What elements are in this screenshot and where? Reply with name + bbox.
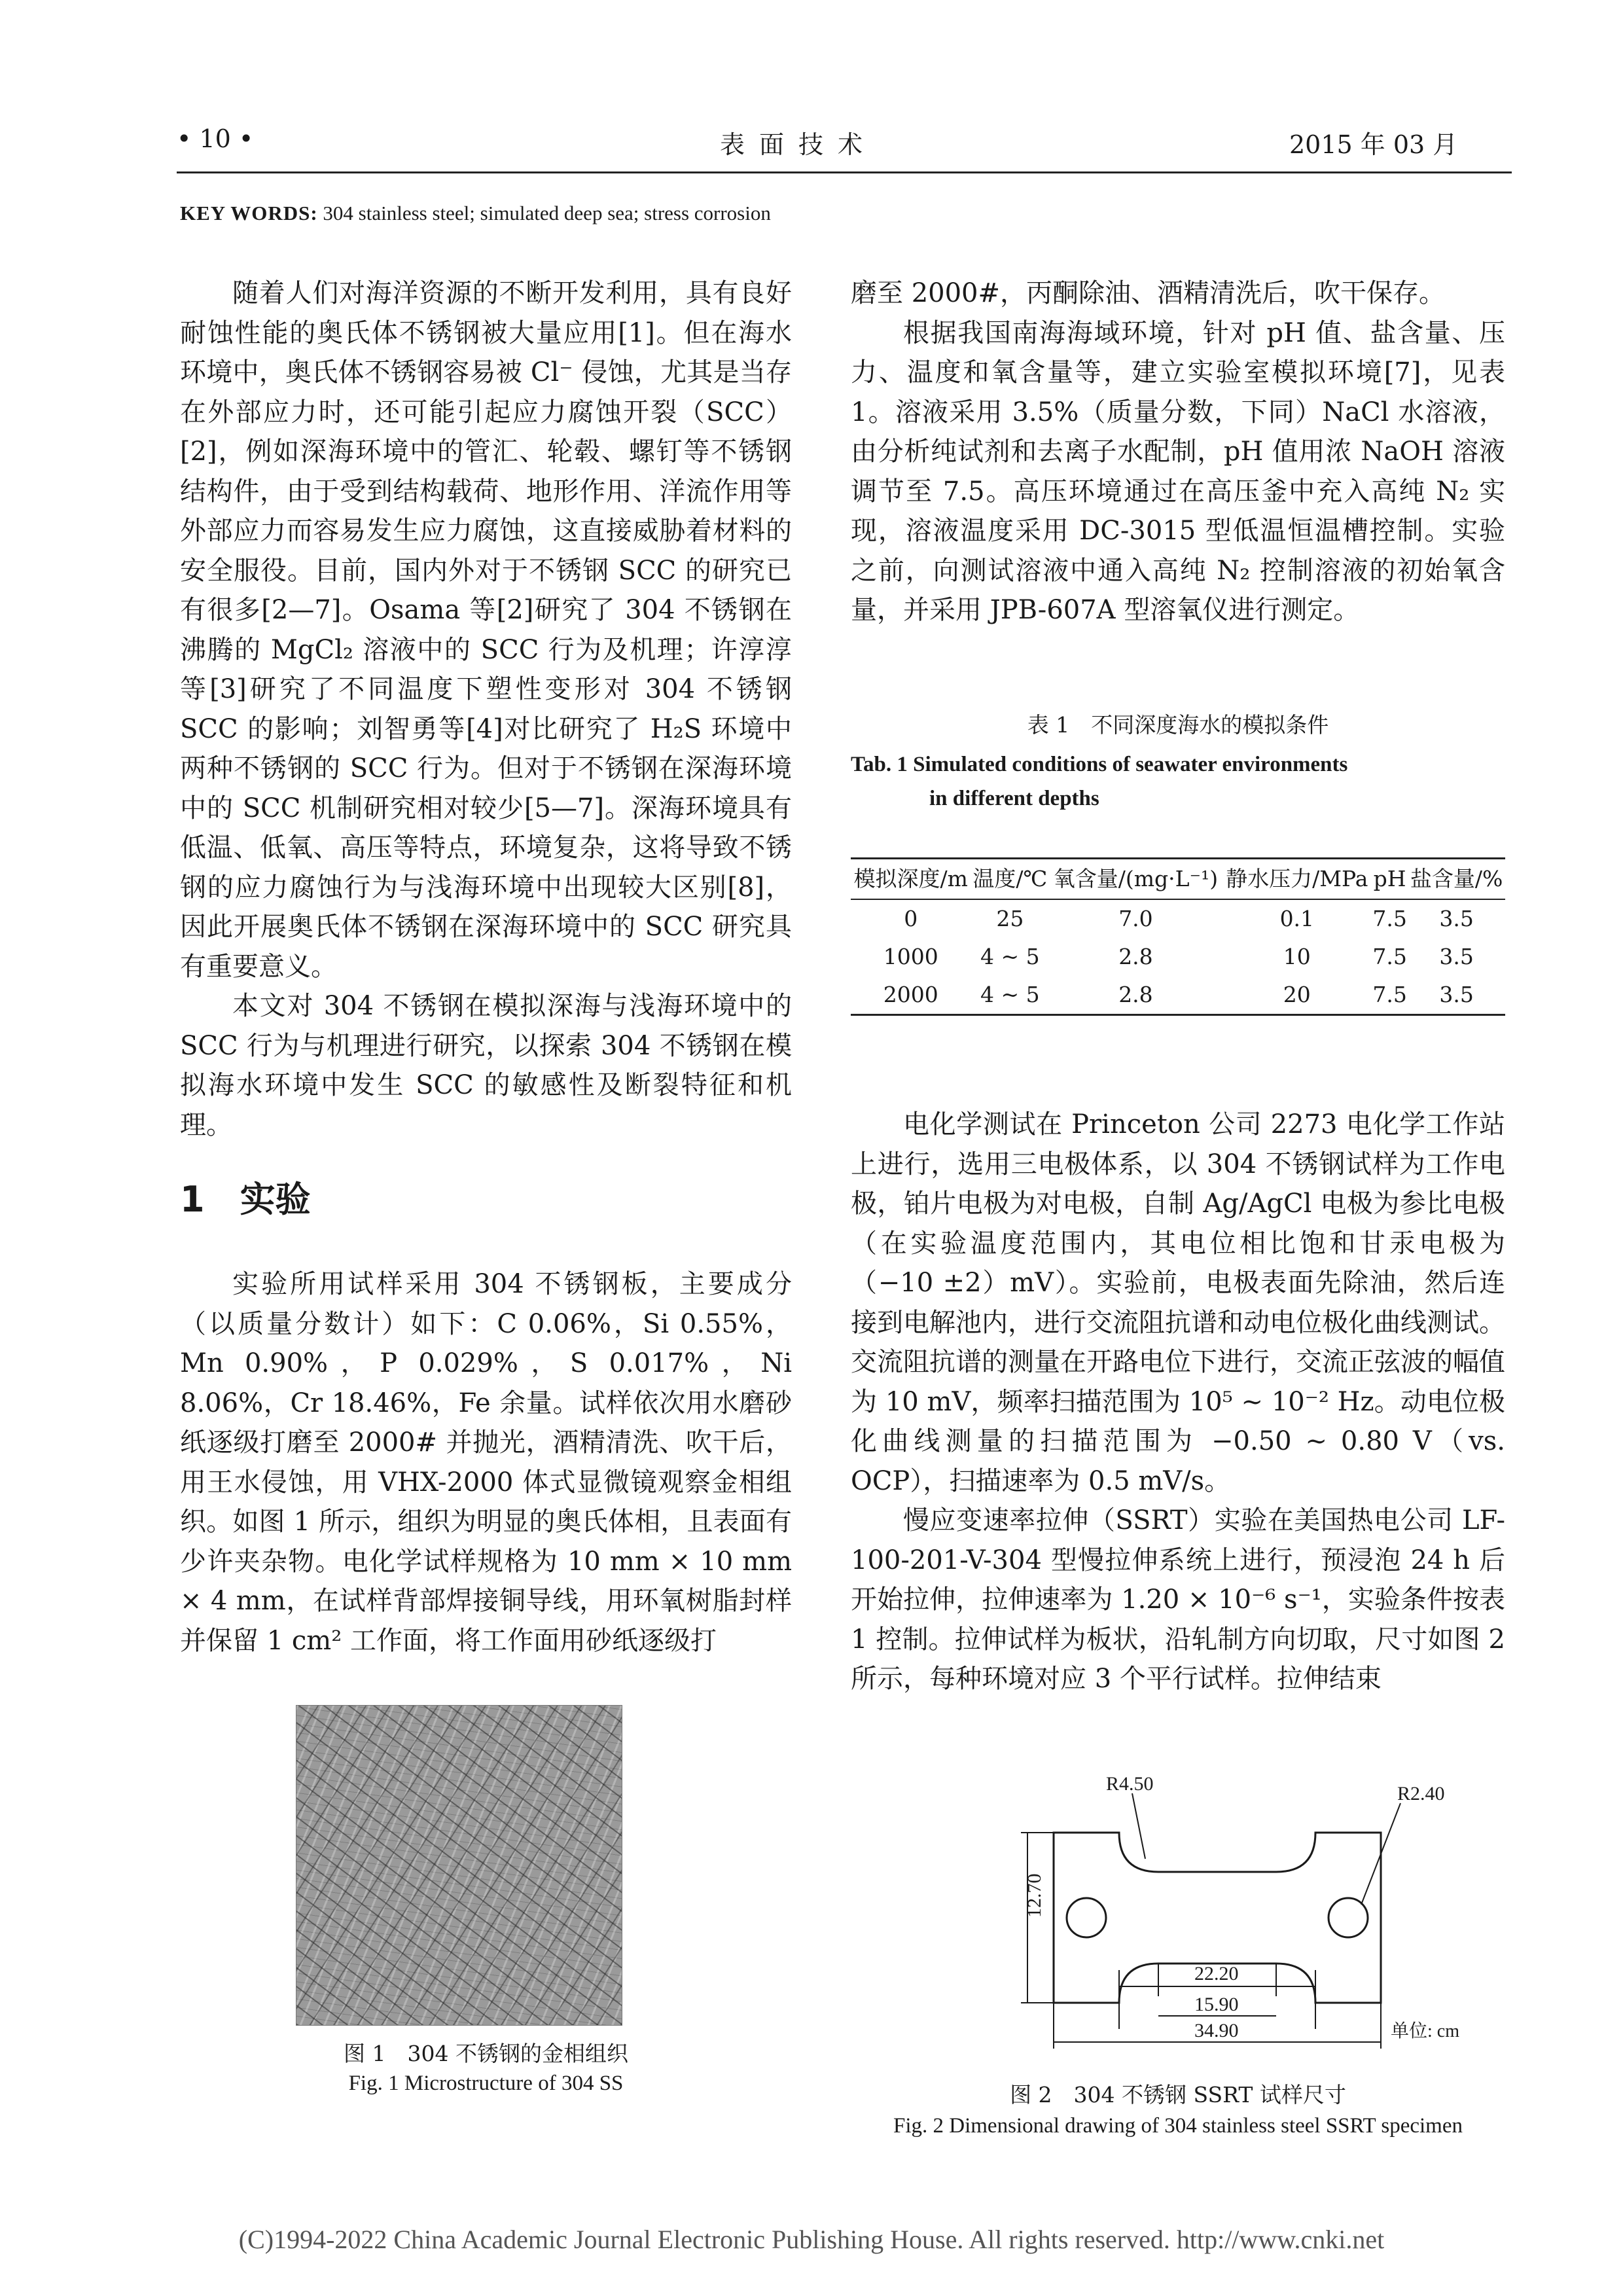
table-cell: 4 ~ 5 xyxy=(980,944,1040,969)
left-pin-hole xyxy=(1067,1898,1106,1937)
table-header-cell: pH xyxy=(1373,866,1406,891)
radius-label-2: R2.40 xyxy=(1397,1783,1445,1804)
section-title-experiment: 1 实验 xyxy=(180,1179,311,1220)
fig1-caption-en: Fig. 1 Microstructure of 304 SS xyxy=(348,2072,624,2095)
page-number: • 10 • xyxy=(177,124,254,153)
table-header-cell: 静水压力/MPa xyxy=(1226,866,1368,891)
table-row xyxy=(851,938,1505,976)
header-rule xyxy=(177,171,1512,173)
table-title-en xyxy=(851,747,1505,816)
left-column-intro xyxy=(180,274,792,1145)
keywords-text: 304 stainless steel; simulated deep sea; stress corrosion xyxy=(323,202,771,224)
continued-paragraph: 磨至 2000#，丙酮除油、酒精清洗后，吹干保存。 xyxy=(851,278,1446,308)
unit-label: 单位: cm xyxy=(1391,2021,1459,2041)
intro-paragraph-1: 随着人们对海洋资源的不断开发利用，具有良好耐蚀性能的奥氏体不锈钢被大量应用[1]。但在海水环境中，奥氏体不锈钢容易被 Cl⁻ 侵蚀，尤其是当存在外部应力时，还可能引起应力腐蚀开裂（SCC）[2]，例如深海环境中的管汇、轮毂、螺钉等不锈钢结构件，由于受到结构载荷、地形作用、洋流作用等外部应力而容易发生应力腐蚀，这直接威胁着材料的安全服役。目前，国内外对于不锈钢 SCC 的研究已有很多[2—7]。Osama 等[2]研究了 304 不锈钢在沸腾的 MgCl₂ 溶液中的 SCC 行为及机理；许淳淳等[3]研究了不同温度下塑性变形对 304 不锈钢 SCC 的影响；刘智勇等[4]对比研究了 H₂S 环境中两种不锈钢的 SCC 行为。但对于不锈钢在深海环境中的 SCC 机制研究相对较少[5—7]。深海环境具有低温、低氧、高压等特点，环境复杂，这将导致不锈钢的应力腐蚀行为与浅海环境中出现较大区别[8]，因此开展奥氏体不锈钢在深海环境中的 SCC 研究具有重要意义。 xyxy=(180,278,792,982)
table-cell: 7.5 xyxy=(1372,906,1407,931)
micrograph-image xyxy=(296,1705,622,2026)
table-cell: 3.5 xyxy=(1439,906,1474,931)
table-cell: 7.5 xyxy=(1372,982,1407,1007)
dim-label-15-90: 15.90 xyxy=(1194,1994,1239,2015)
table-cell: 7.0 xyxy=(1118,906,1153,931)
dim-label-34-90: 34.90 xyxy=(1194,2020,1239,2041)
table-header-cell: 温度/℃ xyxy=(972,866,1048,891)
keywords-label: KEY WORDS: xyxy=(180,202,318,224)
height-label: 12.70 xyxy=(1024,1873,1045,1918)
keywords-line xyxy=(180,202,771,225)
table-cell: 0.1 xyxy=(1279,906,1315,931)
journal-title: 表面技术 xyxy=(720,130,878,159)
table-row xyxy=(851,899,1505,938)
table-cell: 2.8 xyxy=(1118,944,1153,969)
table-cell: 20 xyxy=(1283,982,1311,1007)
radius-label-1: R4.50 xyxy=(1106,1774,1154,1795)
issue-date: 2015 年 03 月 xyxy=(1289,130,1458,159)
right-column-top xyxy=(851,274,1505,630)
table-cell: 10 xyxy=(1283,944,1311,969)
table-cell: 7.5 xyxy=(1372,944,1407,969)
specimen-drawing xyxy=(969,1774,1466,2062)
experiment-paragraph: 实验所用试样采用 304 不锈钢板，主要成分（以质量分数计）如下：C 0.06%，Si 0.55%，Mn 0.90%，P 0.029%，S 0.017%，Ni 8.06%，Cr 18.46%，Fe 余量。试样依次用水磨砂纸逐级打磨至 2000# 并抛光，酒精清洗、吹干后，用王水侵蚀，用 VHX-2000 体式显微镜观察金相组织。如图 1 所示，组织为明显的奥氏体相，且表面有少许夹杂物。电化学试样规格为 10 mm × 10 mm × 4 mm，在试样背部焊接铜导线，用环氧树脂封样并保留 1 cm² 工作面，将工作面用砂纸逐级打 xyxy=(180,1269,792,1656)
table-header-cell: 模拟深度/m xyxy=(853,866,968,891)
ssrt-paragraph: 慢应变速率拉伸（SSRT）实验在美国热电公司 LF-100-201-V-304 型慢拉伸系统上进行，预浸泡 24 h 后开始拉伸，拉伸速率为 1.20 × 10⁻⁶ s⁻¹，实验条件按表 1 控制。拉伸试样为板状，沿轧制方向切取，尺寸如图 2 所示，每种环境对应 3 个平行试样。拉伸结束 xyxy=(851,1505,1505,1694)
electrochem-paragraph: 电化学测试在 Princeton 公司 2273 电化学工作站上进行，选用三电极体系，以 304 不锈钢试样为工作电极，铂片电极为对电极，自制 Ag/AgCl 电极为参比电极（在实验温度范围内，其电位相比饱和甘汞电极为（−10 ±2）mV）。实验前，电极表面先除油，然后连接到电解池内，进行交流阻抗谱和动电位极化曲线测试。交流阻抗谱的测量在开路电位下进行，交流正弦波的幅值为 10 mV，频率扫描范围为 10⁵ ~ 10⁻² Hz。动电位极化曲线测量的扫描范围为 −0.50 ~ 0.80 V（vs. OCP），扫描速率为 0.5 mV/s。 xyxy=(851,1109,1505,1496)
simulation-table xyxy=(851,857,1505,1016)
fig2-caption-cn: 图 2 304 不锈钢 SSRT 试样尺寸 xyxy=(1010,2082,1346,2108)
dim-label-22-20: 22.20 xyxy=(1194,1963,1239,1984)
table-cell: 4 ~ 5 xyxy=(980,982,1040,1007)
copyright-footer: (C)1994-2022 China Academic Journal Electronic Publishing House. All rights reserved. http://www.cnki.net xyxy=(238,2225,1385,2254)
table-header-cell: 氧含量/(mg·L⁻¹) xyxy=(1053,866,1219,891)
table-cell: 2000 xyxy=(883,982,938,1007)
table-header-row xyxy=(851,859,1505,900)
table-cell: 25 xyxy=(996,906,1024,931)
table-header-cell: 盐含量/% xyxy=(1410,866,1503,891)
table-title-cn: 表 1 不同深度海水的模拟条件 xyxy=(1027,712,1329,738)
fig2-caption-en: Fig. 2 Dimensional drawing of 304 stainless steel SSRT specimen xyxy=(893,2114,1463,2138)
intro-paragraph-2: 本文对 304 不锈钢在模拟深海与浅海环境中的 SCC 行为与机理进行研究，以探索 304 不锈钢在模拟海水环境中发生 SCC 的敏感性及断裂特征和机理。 xyxy=(180,991,792,1140)
table-cell: 1000 xyxy=(883,944,938,969)
table-row xyxy=(851,976,1505,1015)
right-column-bottom xyxy=(851,1105,1505,1699)
table-cell: 2.8 xyxy=(1118,982,1153,1007)
table-cell: 3.5 xyxy=(1439,982,1474,1007)
table-title-en-line-1: Tab. 1 Simulated conditions of seawater environments xyxy=(851,753,1348,776)
table-cell: 0 xyxy=(904,906,918,931)
table-title-en-line-2: in different depths xyxy=(929,787,1099,810)
left-column-experiment xyxy=(180,1265,792,1660)
environment-paragraph: 根据我国南海海域环境，针对 pH 值、盐含量、压力、温度和氧含量等，建立实验室模拟环境[7]，见表 1。溶液采用 3.5%（质量分数，下同）NaCl 水溶液，由分析纯试剂和去离子水配制，pH 值用浓 NaOH 溶液调节至 7.5。高压环境通过在高压釜中充入高纯 N₂ 实现，溶液温度采用 DC-3015 型低温恒温槽控制。实验之前，向测试溶液中通入高纯 N₂ 控制溶液的初始氧含量，并采用 JPB-607A 型溶氧仪进行测定。 xyxy=(851,317,1505,625)
table-cell: 3.5 xyxy=(1439,944,1474,969)
fig1-caption-cn: 图 1 304 不锈钢的金相组织 xyxy=(344,2041,628,2066)
